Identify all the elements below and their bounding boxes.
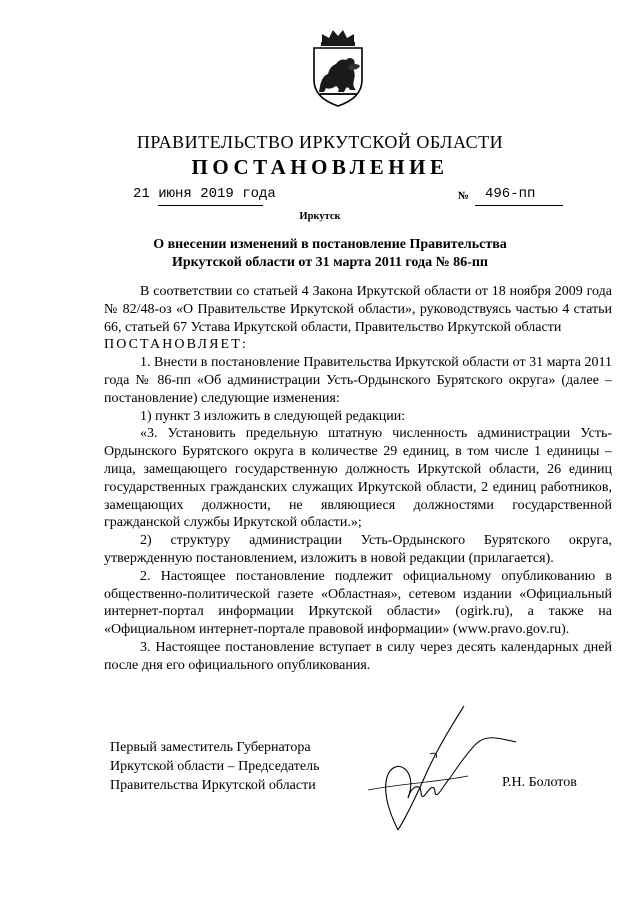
coat-of-arms-icon xyxy=(300,28,376,108)
signer-name: Р.Н. Болотов xyxy=(502,775,577,790)
document-body xyxy=(104,283,612,675)
position-line-3: Правительства Иркутской области xyxy=(110,778,316,793)
document-type: ПОСТАНОВЛЕНИЕ xyxy=(191,155,449,179)
position-line-1: Первый заместитель Губернатора xyxy=(110,740,311,755)
item-3: 3. Настоящее постановление вступает в силу через десять календарных дней после дня его официального опубликования. xyxy=(104,639,612,673)
document-date: 21 июня 2019 года xyxy=(133,186,276,202)
item-1: 1. Внести в постановление Правительства Иркутской области от 31 марта 2011 года № 86-пп «Об администрации Усть-Ордынского Бурятского округа» (далее – постановление) следующие изменения: xyxy=(104,355,612,406)
resolves-word: ПОСТАНОВЛЯЕТ: xyxy=(104,337,248,353)
heading-line-1: О внесении изменений в постановление Правительства xyxy=(153,237,507,252)
item-2: 2. Настоящее постановление подлежит официальному опубликованию в общественно-политической газете «Областная», сетевом издании «Официальный интернет-портал информации Иркутской области» (ogirk.ru), а также на «Официальном интернет-портале правовой информации» (www.pravo.gov.ru). xyxy=(104,568,612,638)
item-1-1-quote: «3. Установить предельную штатную численность администрации Усть-Ордынского Бурятского округа в количестве 29 единиц, в том числе 1 единицы – лица, замещающего государственную должность Иркутской области, 26 единиц государственных гражданских служащих Иркутской области, 2 единиц работников, замещающих должности, не являющиеся должностями государственной гражданской службы Иркутской области.»; xyxy=(104,426,612,531)
item-1-2: 2) структуру администрации Усть-Ордынского Бурятского округа, утвержденную постановлением, изложить в новой редакции (прилагается). xyxy=(104,533,612,566)
city: Иркутск xyxy=(299,211,341,222)
government-title: ПРАВИТЕЛЬСТВО ИРКУТСКОЙ ОБЛАСТИ xyxy=(136,132,504,152)
handwritten-signature-icon xyxy=(368,702,518,837)
document-heading xyxy=(150,236,510,272)
preamble-paragraph: В соответствии со статьей 4 Закона Иркутской области от 18 ноября 2009 года № 82/48-оз «О Правительстве Иркутской области», руководствуясь частью 4 статьи 66, статьей 67 Устава Иркутской области, Правительство Иркутской области xyxy=(104,284,612,335)
position-line-2: Иркутской области – Председатель xyxy=(110,759,320,774)
number-sign: № xyxy=(458,190,470,202)
number-underline xyxy=(475,205,563,206)
item-1-1: 1) пункт 3 изложить в следующей редакции: xyxy=(140,408,406,424)
document-number: 496-пп xyxy=(485,186,536,202)
heading-line-2: Иркутской области от 31 марта 2011 года № 86-пп xyxy=(172,255,488,270)
date-underline xyxy=(158,205,263,206)
signer-position xyxy=(110,738,319,795)
